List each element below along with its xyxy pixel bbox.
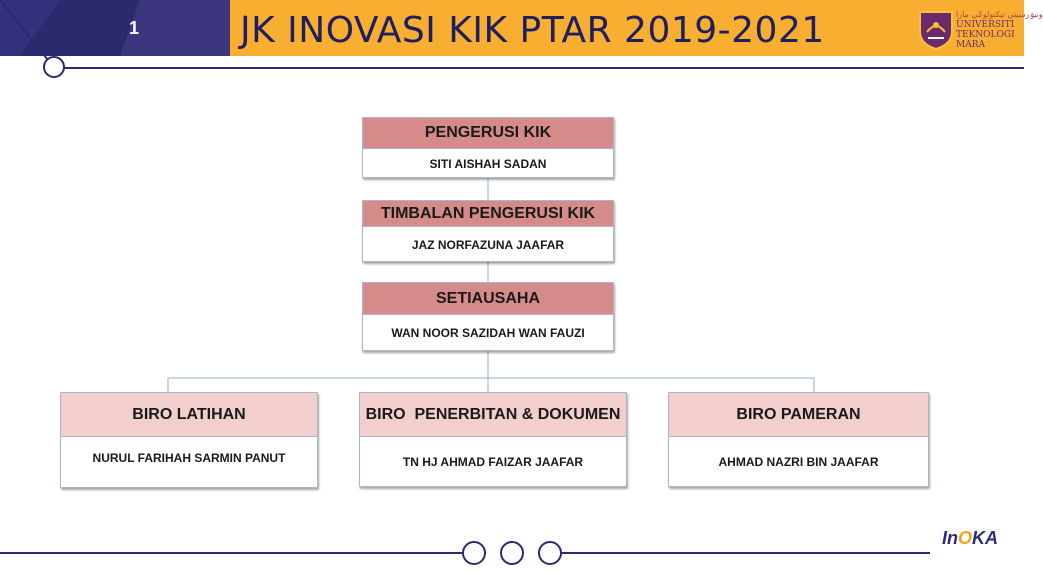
bureau-exhibition-box bbox=[668, 392, 929, 487]
bureau-training-box bbox=[60, 392, 318, 488]
inoka-logo-part-o: O bbox=[958, 528, 973, 548]
chair-name: SITI AISHAH SADAN bbox=[429, 156, 547, 171]
vice-chair-role: TIMBALAN PENGERUSI KIK bbox=[363, 201, 613, 227]
logo-jawi: ونيۏرسيتي تيكنولوݢي مارا bbox=[956, 10, 1043, 19]
bureau-training-name: NURUL FARIHAH SARMIN PANUT bbox=[92, 450, 286, 465]
vice-chair-box bbox=[362, 200, 614, 262]
slide-title: JK INOVASI KIK PTAR 2019-2021 bbox=[240, 10, 825, 51]
logo-line-1: UNIVERSITI bbox=[956, 20, 1015, 30]
bureau-publication-name: TN HJ AHMAD FAIZAR JAAFAR bbox=[402, 454, 584, 469]
chair-role: PENGERUSI KIK bbox=[363, 118, 613, 149]
secretary-role: SETIAUSAHA bbox=[363, 283, 613, 315]
bureau-publication-box bbox=[359, 392, 627, 487]
vice-chair-name: JAZ NORFAZUNA JAAFAR bbox=[411, 237, 565, 252]
inoka-logo-part-b: KA bbox=[972, 528, 999, 548]
inoka-logo bbox=[942, 528, 998, 549]
logo-line-3: MARA bbox=[956, 40, 985, 50]
secretary-name: WAN NOOR SAZIDAH WAN FAUZI bbox=[391, 326, 585, 340]
chair-box bbox=[362, 117, 614, 178]
bureau-exhibition-role: BIRO PAMERAN bbox=[669, 393, 928, 437]
bureau-training-role: BIRO LATIHAN bbox=[61, 393, 317, 437]
inoka-logo-part-a: In bbox=[942, 528, 958, 548]
secretary-box bbox=[362, 282, 614, 351]
slide-number: 1 bbox=[128, 18, 139, 38]
bureau-publication-role: BIRO PENERBITAN & DOKUMEN bbox=[360, 393, 626, 437]
bureau-exhibition-name: AHMAD NAZRI BIN JAAFAR bbox=[718, 454, 879, 469]
logo-line-2: TEKNOLOGI bbox=[956, 30, 1015, 40]
